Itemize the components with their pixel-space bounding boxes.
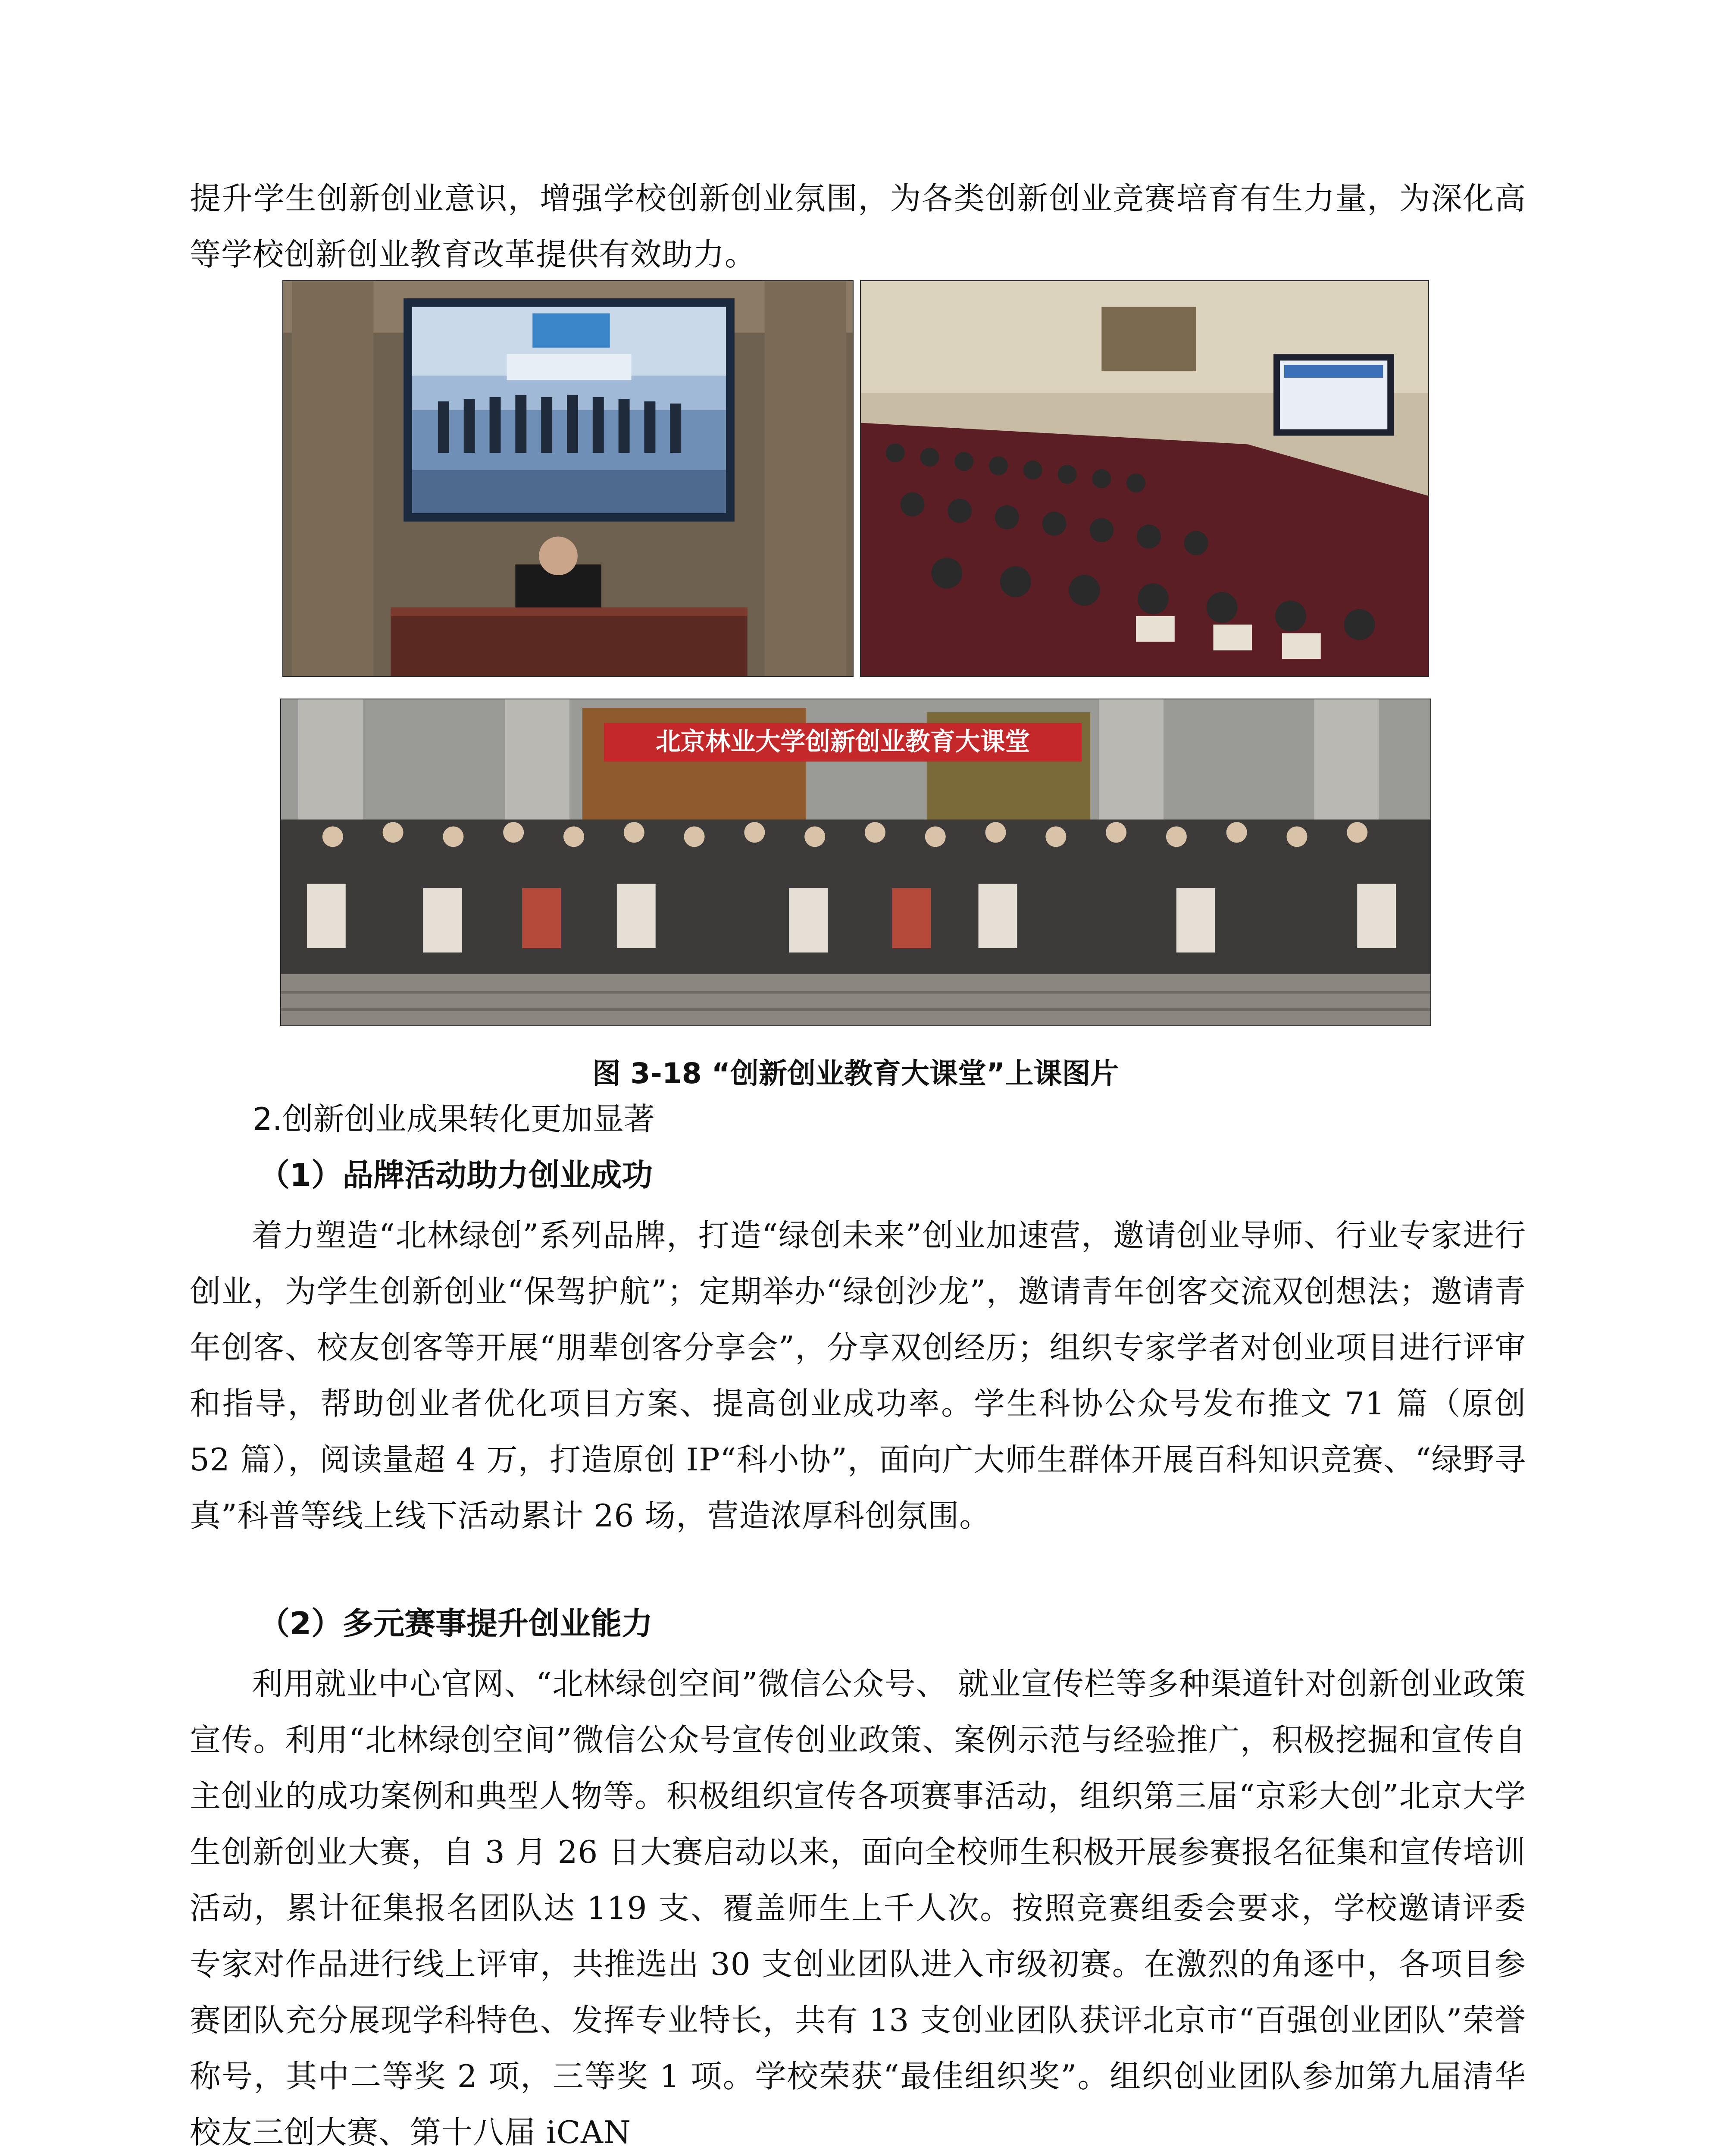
subsection-heading-1: （1）品牌活动助力创业成功: [259, 1157, 653, 1193]
subsection-heading-2: （2）多元赛事提升创业能力: [259, 1605, 653, 1642]
section-heading: 2.创新创业成果转化更加显著: [253, 1101, 655, 1137]
intro-paragraph: 提升学生创新创业意识，增强学校创新创业氛围，为各类创新创业竞赛培育有生力量，为深化高等学校创新创业教育改革提供有效助力。: [190, 180, 1526, 273]
photo-group-building: [280, 699, 1431, 1026]
photo-lecture-hall-stage: [282, 280, 854, 677]
photo-lecture-hall-audience: [860, 280, 1429, 677]
subsection-paragraph-2: 利用就业中心官网、“北林绿创空间”微信公众号、 就业宣传栏等多种渠道针对创新创业政策宣传。利用“北林绿创空间”微信公众号宣传创业政策、案例示范与经验推广，积极挖掘和宣传自主创业的成功案例和典型人物等。积极组织宣传各项赛事活动，组织第三届“京彩大创”北京大学生创新创业大赛，自 3 月 26 日大赛启动以来，面向全校师生积极开展参赛报名征集和宣传培训活动，累计征集报名团队达 119 支、覆盖师生上千人次。按照竞赛组委会要求，学校邀请评委专家对作品进行线上评审，共推选出 30 支创业团队进入市级初赛。在激烈的角逐中，各项目参赛团队充分展现学科特色、发挥专业特长，共有 13 支创业团队获评北京市“百强创业团队”荣誉称号，其中二等奖 2 项，三等奖 1 项。学校荣获“最佳组织奖”。组织创业团队参加第九届清华校友三创大赛、第十八届 iCAN: [190, 1666, 1526, 2150]
subsection-paragraph-1: 着力塑造“北林绿创”系列品牌，打造“绿创未来”创业加速营，邀请创业导师、行业专家进行创业，为学生创新创业“保驾护航”；定期举办“绿创沙龙”，邀请青年创客交流双创想法；邀请青年创客、校友创客等开展“朋辈创客分享会”，分享双创经历；组织专家学者对创业项目进行评审和指导，帮助创业者优化项目方案、提高创业成功率。学生科协公众号发布推文 71 篇（原创 52 篇），阅读量超 4 万，打造原创 IP“科小协”，面向广大师生群体开展百科知识竞赛、“绿野寻真”科普等线上线下活动累计 26 场，营造浓厚科创氛围。: [190, 1217, 1526, 1534]
figure-caption: 图 3-18 “创新创业教育大课堂”上课图片: [592, 1057, 1119, 1090]
banner-text: 北京林业大学创新创业教育大课堂: [655, 727, 1030, 756]
